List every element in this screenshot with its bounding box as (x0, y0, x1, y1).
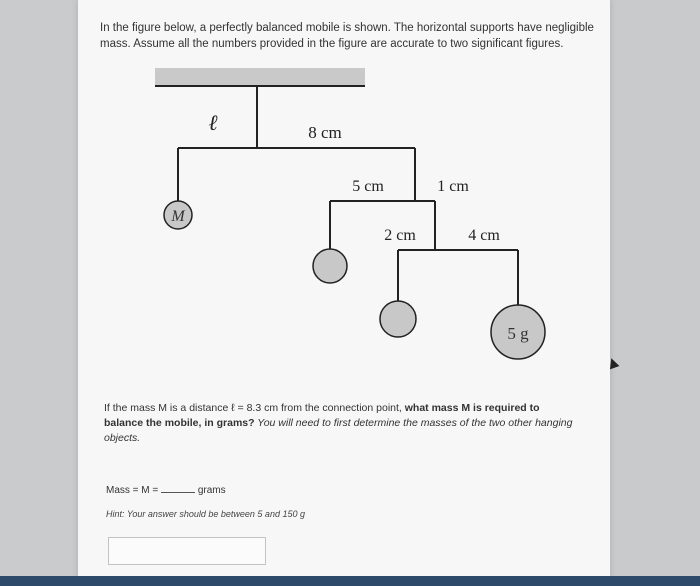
label-4cm: 4 cm (468, 227, 500, 244)
mass-prefix: Mass = M = (106, 485, 159, 496)
mobile-figure (150, 68, 570, 378)
label-5cm: 5 cm (352, 178, 384, 195)
background-left (0, 0, 78, 586)
label-2cm: 2 cm (384, 227, 416, 244)
mass-answer-line (106, 483, 226, 496)
label-8cm: 8 cm (308, 123, 342, 142)
ceiling (155, 68, 365, 86)
question-part3: You will need to first determine the masses of the two other hanging objects. (104, 417, 573, 444)
label-1cm: 1 cm (437, 178, 469, 195)
mass-m-label: M (171, 208, 185, 225)
question-text (104, 401, 574, 446)
intro-text: In the figure below, a perfectly balanced mobile is shown. The horizontal supports have negligible mass. Assume all the numbers provided in the figure are accurate to two significant figures. (100, 22, 594, 50)
question-part2: what mass M is required to balance the mobile, in grams? (104, 402, 540, 429)
hint-text: Hint: Your answer should be between 5 and 150 g (106, 509, 305, 519)
bottom-edge (0, 576, 700, 586)
mass-units: grams (197, 485, 226, 496)
middle-ball (380, 301, 416, 337)
left-ball (313, 249, 347, 283)
question-part1: If the mass M is a distance ℓ = 8.3 cm from the connection point, (104, 402, 405, 414)
length-l-label: ℓ (208, 110, 218, 135)
background-right (610, 0, 700, 586)
answer-blank (161, 483, 195, 493)
answer-input[interactable] (108, 537, 266, 565)
label-5g: 5 g (507, 324, 529, 343)
